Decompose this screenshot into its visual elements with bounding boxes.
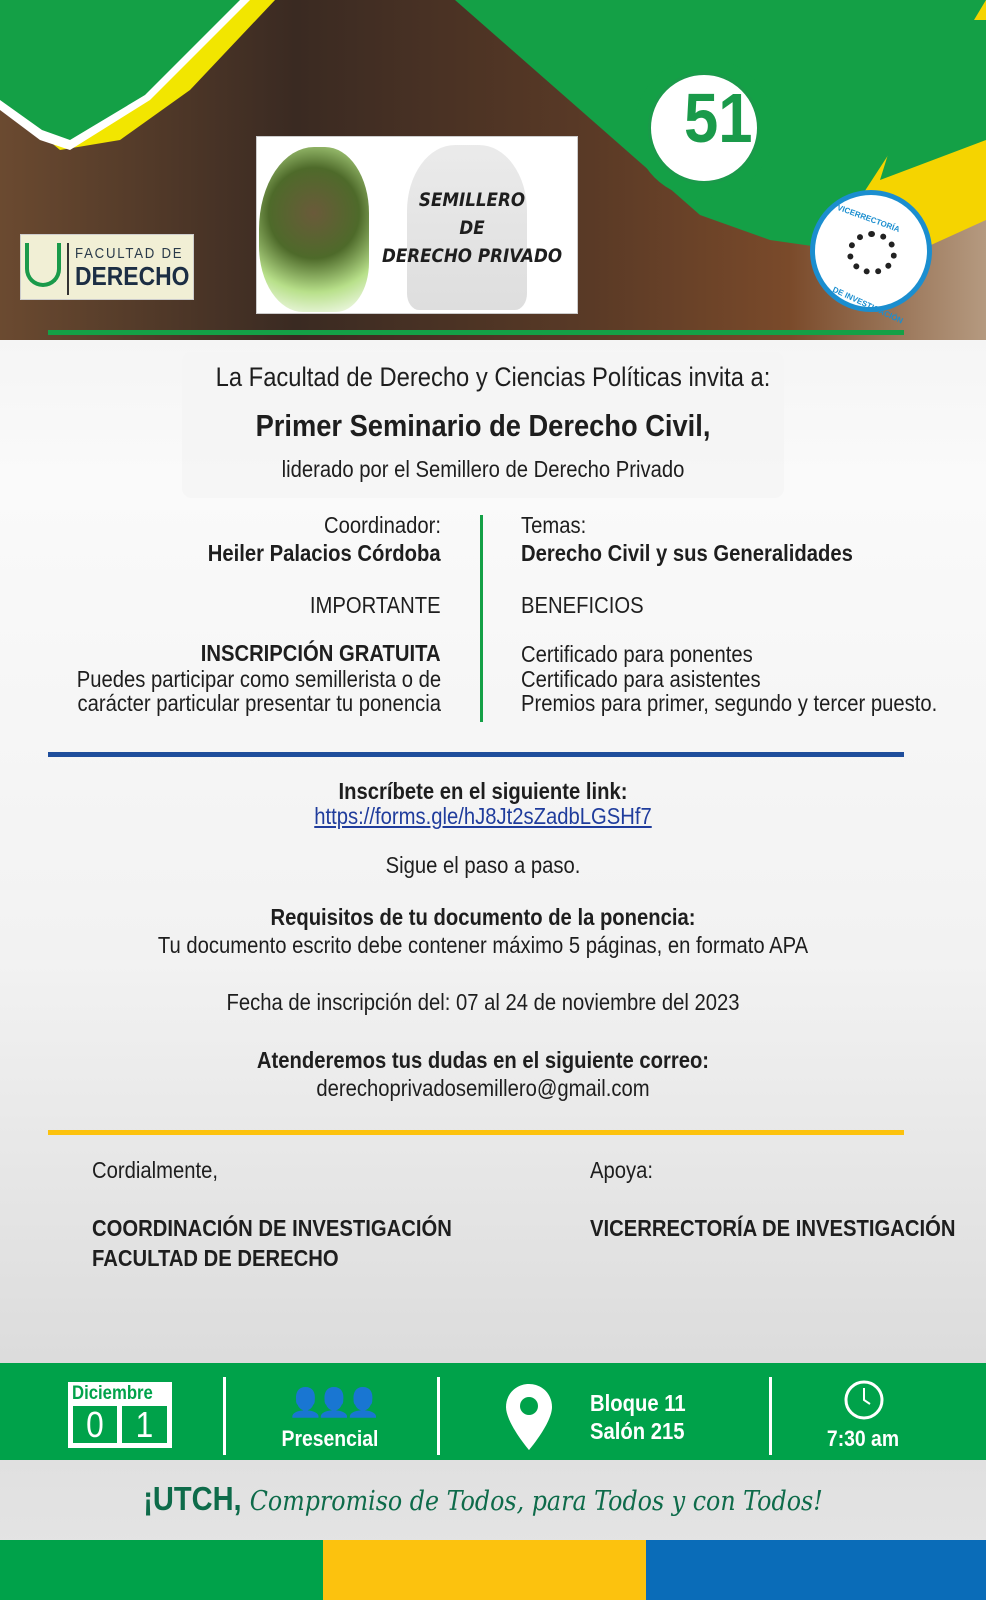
header-banner: [0, 0, 986, 340]
semillero-line2: DE: [459, 217, 485, 239]
topics-label: Temas:: [521, 512, 587, 538]
semillero-line3: DERECHO PRIVADO: [381, 245, 563, 267]
event-day-digit: 0: [86, 1404, 104, 1445]
vicerrectoria-bottom: DE INVESTIGACIÓN: [831, 285, 905, 326]
requirements-text: Tu documento escrito debe contener máximo 5 páginas, en formato APA: [157, 932, 809, 958]
calendar-icon: [68, 1382, 172, 1448]
green-divider: [48, 330, 904, 335]
event-mode: Presencial: [281, 1426, 379, 1451]
attendees-icon: 👤👤👤: [288, 1387, 375, 1418]
semillero-logo: [256, 136, 578, 314]
important-label: IMPORTANTE: [310, 592, 441, 618]
seminar-subtitle: liderado por el Semillero de Derecho Privado: [281, 456, 685, 482]
event-room: Salón 215: [590, 1418, 685, 1444]
blue-divider: [48, 752, 904, 757]
benefits-label: BENEFICIOS: [521, 592, 644, 618]
flag-stripe-blue: [646, 1540, 986, 1600]
participation-line1: Puedes participar como semillerista o de: [76, 666, 441, 692]
vicerrectoria-top: VICERRECTORÍA: [835, 203, 902, 235]
free-registration: INSCRIPCIÓN GRATUITA: [201, 640, 441, 666]
regards-text: Cordialmente,: [92, 1157, 219, 1183]
location-pin-icon: [506, 1384, 552, 1450]
column-divider: [480, 515, 483, 722]
support-org: VICERRECTORÍA DE INVESTIGACIÓN: [590, 1215, 956, 1241]
coordinator-label: Coordinador:: [323, 512, 441, 538]
benefit-item: Certificado para asistentes: [521, 666, 761, 692]
event-time: 7:30 am: [826, 1426, 900, 1451]
org-line1: COORDINACIÓN DE INVESTIGACIÓN: [92, 1215, 452, 1241]
faculty-logo-line2: DERECHO: [75, 261, 190, 291]
event-building: Bloque 11: [590, 1390, 686, 1416]
org-line2: FACULTAD DE DERECHO: [92, 1245, 339, 1271]
semillero-line1: SEMILLERO: [418, 189, 526, 211]
faculty-logo: [20, 234, 194, 300]
flag-stripe-green: [0, 1540, 323, 1600]
benefit-item: Premios para primer, segundo y tercer puesto.: [521, 690, 938, 716]
event-day-digit: 1: [135, 1404, 154, 1445]
yellow-divider: [48, 1130, 904, 1135]
registration-link[interactable]: https://forms.gle/hJ8Jt2sZadbLGSHf7: [314, 803, 652, 829]
tagline-motto: Compromiso de Todos, para Todos y con Todos!: [249, 1486, 823, 1517]
tagline-brand: ¡UTCH,: [143, 1480, 250, 1517]
coordinator-name: Heiler Palacios Córdoba: [208, 540, 441, 566]
gears-icon: [847, 231, 897, 275]
vicerrectoria-logo: [810, 190, 932, 326]
invite-text: La Facultad de Derecho y Ciencias Políticas invita a:: [215, 362, 771, 392]
participation-line2: carácter particular presentar tu ponencia: [77, 690, 441, 716]
anniversary-logo: [634, 58, 774, 198]
topic: Derecho Civil y sus Generalidades: [521, 540, 853, 566]
support-label: Apoya:: [590, 1157, 654, 1183]
flag-stripe-yellow: [323, 1540, 646, 1600]
anniversary-number: 51: [684, 79, 753, 157]
tagline: [58, 1480, 908, 1518]
contact-email[interactable]: derechoprivadosemillero@gmail.com: [316, 1075, 650, 1101]
faculty-logo-line1: FACULTAD DE: [75, 245, 184, 262]
utch-icon: [25, 243, 61, 287]
registration-dates: Fecha de inscripción del: 07 al 24 de noviembre del 2023: [226, 989, 740, 1015]
clock-icon: [843, 1379, 885, 1421]
tree-head-image: [259, 147, 369, 312]
email-label: Atenderemos tus dudas en el siguiente correo:: [256, 1047, 710, 1073]
seminar-title: Primer Seminario de Derecho Civil,: [255, 408, 711, 443]
requirements-label: Requisitos de tu documento de la ponencia:: [270, 904, 696, 930]
link-label: Inscríbete en el siguiente link:: [338, 778, 628, 804]
benefit-item: Certificado para ponentes: [521, 641, 753, 667]
event-month: Diciembre: [72, 1383, 153, 1404]
steps-text: Sigue el paso a paso.: [385, 852, 581, 878]
